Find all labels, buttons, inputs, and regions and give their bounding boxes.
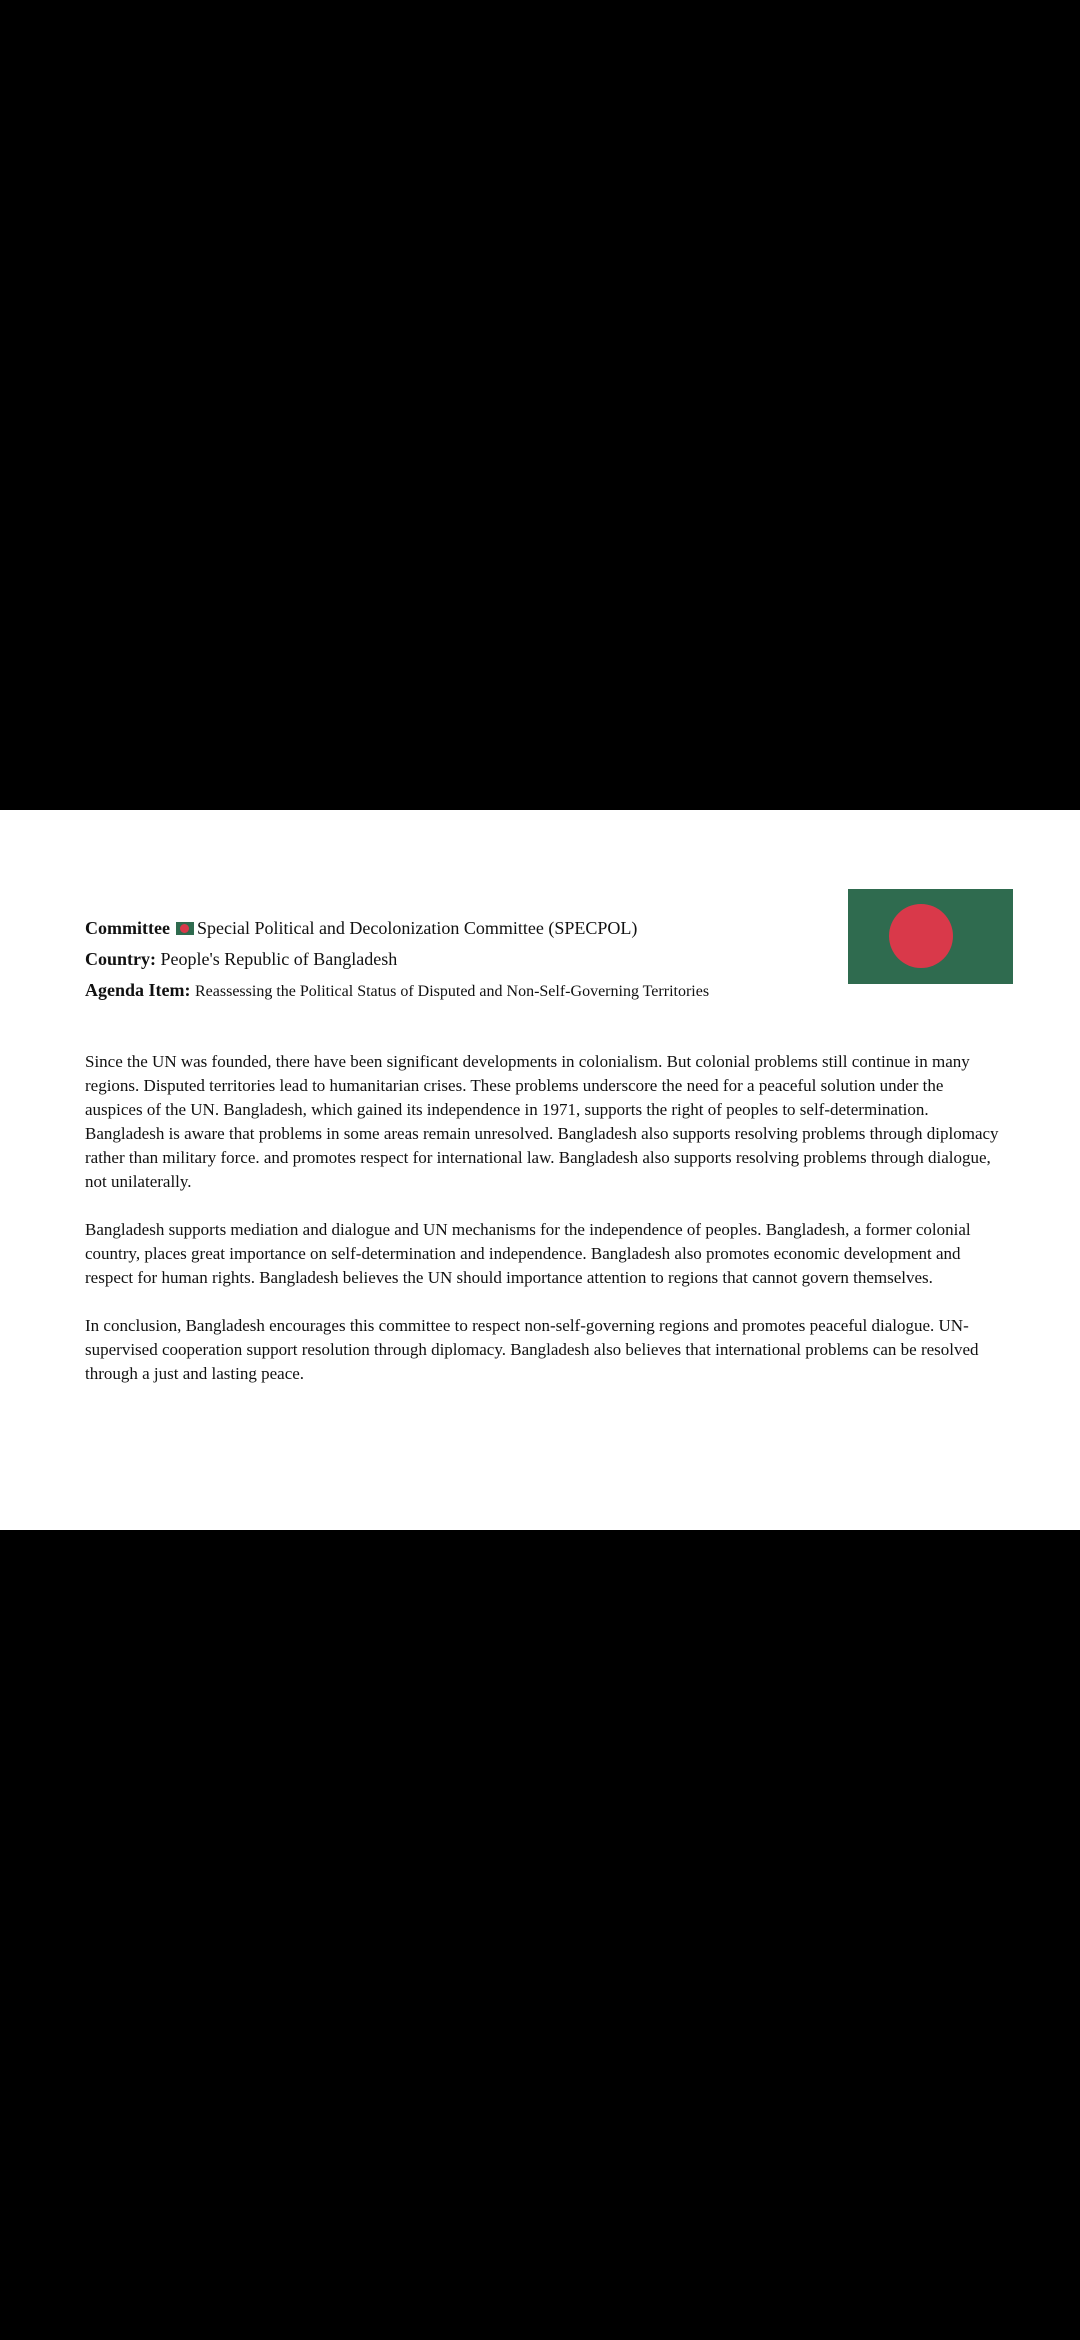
document-header xyxy=(85,913,845,1006)
paragraph-support: Bangladesh supports mediation and dialogue and UN mechanisms for the independence of peoples. Bangladesh, a former colonial country, places great importance on self-determination and independence. Bangladesh also promotes economic development and respect for human rights. Bangladesh believes the UN should importance attention to regions that cannot govern themselves. xyxy=(85,1220,971,1287)
country-line xyxy=(85,944,845,975)
paragraph-conclusion: In conclusion, Bangladesh encourages this committee to respect non-self-governing regions and promotes peaceful dialogue. UN-supervised cooperation support resolution through diplomacy. Bangladesh also believes that international problems can be resolved through a just and lasting peace. xyxy=(85,1316,979,1383)
paragraph-intro: Since the UN was founded, there have been significant developments in colonialism. But colonial problems still continue in many regions. Disputed territories lead to humanitarian crises. These problems underscore the need for a peaceful solution under the auspices of the UN. Bangladesh, which gained its independence in 1971, supports the right of peoples to self-determination. Bangladesh is aware that problems in some areas remain unresolved. Bangladesh also supports resolving problems through diplomacy rather than military force. and promotes respect for international law. Bangladesh also supports resolving problems through dialogue, not unilaterally. xyxy=(85,1052,999,1191)
committee-label: Committee xyxy=(85,918,170,938)
flag-red-disc xyxy=(889,904,953,968)
agenda-value: Reassessing the Political Status of Disputed and Non-Self-Governing Territories xyxy=(195,983,710,1000)
country-label: Country: xyxy=(85,949,156,969)
bangladesh-flag-icon xyxy=(176,922,194,935)
country-value: People's Republic of Bangladesh xyxy=(160,949,398,969)
committee-line xyxy=(85,913,845,944)
agenda-label: Agenda Item: xyxy=(85,980,191,1000)
bangladesh-flag-image xyxy=(848,889,1013,984)
document-body xyxy=(85,1050,1005,1410)
agenda-line xyxy=(85,975,845,1006)
document-page xyxy=(0,810,1080,1530)
committee-value: Special Political and Decolonization Committee (SPECPOL) xyxy=(196,918,638,938)
